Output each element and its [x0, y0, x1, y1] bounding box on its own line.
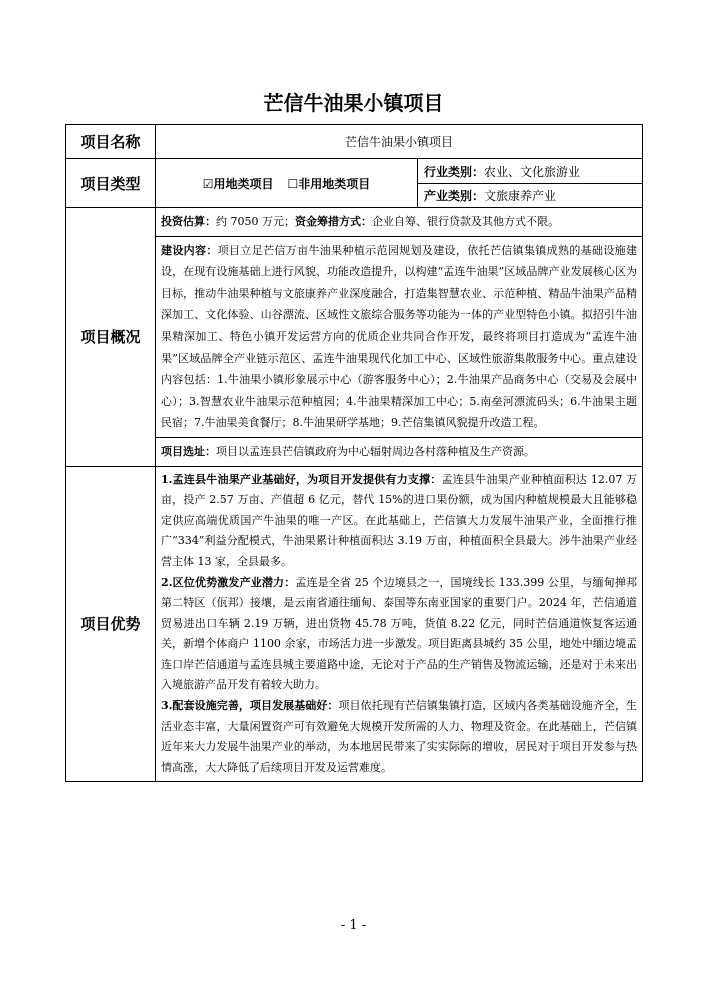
site-cell	[156, 437, 643, 466]
advantages-cell	[156, 466, 643, 782]
advantage-body: 项目依托现有芒信镇集镇打造，区域内各类基础设施齐全，生活业态丰富，大量闲置资产可有效避免大规模开发所需的人力、物理及资金。在此基础上，芒信镇近年来大力发展牛油果产业的举动，为本地居民带来了实实际际的增收，居民对于项目开发参与热情高涨，大大降低了后续项目开发及运营难度。	[161, 699, 638, 774]
fund-label: 资金筹措方式：	[295, 215, 372, 228]
industry-value: 农业、文化旅游业	[484, 164, 581, 179]
row-advantages	[66, 466, 643, 782]
value-project-name: 芒信牛油果小镇项目	[156, 125, 643, 159]
row-investment	[66, 208, 643, 237]
project-type-options	[156, 159, 418, 208]
label-project-name: 项目名称	[66, 125, 156, 159]
page-number: - 1 -	[340, 918, 367, 933]
industry-category-cell	[418, 159, 643, 184]
advantage-item	[161, 573, 637, 697]
sector-value: 文旅康养产业	[484, 189, 557, 203]
advantage-body: 孟连县牛油果产业种植面积达 12.07 万亩，投产 2.57 万亩、产值超 6 亿元，替代 15%的进口果份额，成为国内种植规模最大且能够稳定供应高端优质国产牛油果的唯一产区。在此基础上，芒信镇大力发展牛油果产业，全面推行推广“334”利益分配模式，牛油果累计种植面积达 3.19 万亩，种植面积全县最大。涉牛油果产业经营主体 13 家，全县最多。	[161, 472, 638, 568]
invest-value: 约 7050 万元；	[216, 215, 295, 228]
content-value: 项目立足芒信万亩牛油果种植示范园规划及建设，依托芒信镇集镇成熟的基础设施建设，在现有设施基础上进行风貌、功能改造提升，以构建“孟连牛油果”区域品牌产业发展核心区为目标，推动牛油果种植与文旅康养产业深度融合，打造集智慧农业、示范种植、精品牛油果产品精深加工、文化体验、山谷漂流、区域性文旅综合服务等功能为一体的产业型特色小镇。拟招引牛油果精深加工、特色小镇开发运营方向的优质企业共同合作开发，最终将项目打造成为“孟连牛油果”区域品牌全产业链示范区、孟连牛油果现代化加工中心、区域性旅游集散服务中心。重点建设内容包括：1.牛油果小镇形象展示中心（游客服务中心）；2.牛油果产品商务中心（交易及会展中心）；3.智慧农业牛油果示范种植园；4.牛油果精深加工中心；5.南垒河漂流码头；6.牛油果主题民宿；7.牛油果美食餐厅；8.牛油果研学基地；9.芒信集镇风貌提升改造工程。	[161, 243, 638, 430]
advantage-heading: 2.区位优势激发产业潜力：	[161, 575, 296, 589]
sector-label: 产业类别：	[424, 189, 485, 203]
advantage-item	[161, 696, 637, 778]
checkbox-checked-icon: ☑	[202, 176, 214, 191]
content-label: 建设内容：	[161, 243, 218, 257]
sector-category-cell	[418, 184, 643, 208]
advantage-item	[161, 470, 637, 573]
industry-label: 行业类别：	[424, 164, 485, 179]
advantage-heading: 3.配套设施完善，项目发展基础好：	[161, 699, 339, 713]
row-project-name	[66, 125, 643, 159]
investment-cell	[156, 208, 643, 237]
document-title: 芒信牛油果小镇项目	[263, 91, 444, 115]
row-project-type	[66, 159, 643, 184]
advantage-heading: 1.孟连县牛油果产业基础好，为项目开发提供有力支撑：	[161, 472, 442, 486]
option-nonland-label: 非用地类项目	[298, 176, 371, 191]
label-advantages: 项目优势	[66, 466, 156, 782]
checkbox-unchecked-icon: ☐	[287, 176, 299, 191]
invest-label: 投资估算：	[161, 215, 216, 228]
label-project-type: 项目类型	[66, 159, 156, 208]
construction-cell	[156, 236, 643, 437]
advantage-body: 孟连是全省 25 个边境县之一，国境线长 133.399 公里，与缅甸掸邦第二特区（佤邦）接壤，是云南省通往缅甸、泰国等东南亚国家的重要门户。2024 年，芒信通道贸易进出口车辆 2.19 万辆，进出货物 45.78 万吨，货值 8.22 亿元，同时芒信通道恢复客运通关，新增个体商户 1100 余家，市场活力进一步激发。项目距离县城约 35 公里，地处中缅边境孟连口岸芒信通道与孟连县城主要道路中途，无论对于产品的生产销售及物流运输，还是对于未来出入境旅游产品开发有着较大助力。	[161, 575, 638, 692]
label-overview: 项目概况	[66, 208, 156, 467]
fund-value: 企业自筹、银行贷款及其他方式不限。	[372, 215, 559, 228]
option-land-label: 用地类项目	[213, 176, 274, 191]
site-label: 项目选址：	[161, 444, 216, 458]
site-value: 项目以孟连县芒信镇政府为中心辐射周边各村落种植及生产资源。	[216, 444, 535, 458]
project-table	[65, 124, 643, 782]
